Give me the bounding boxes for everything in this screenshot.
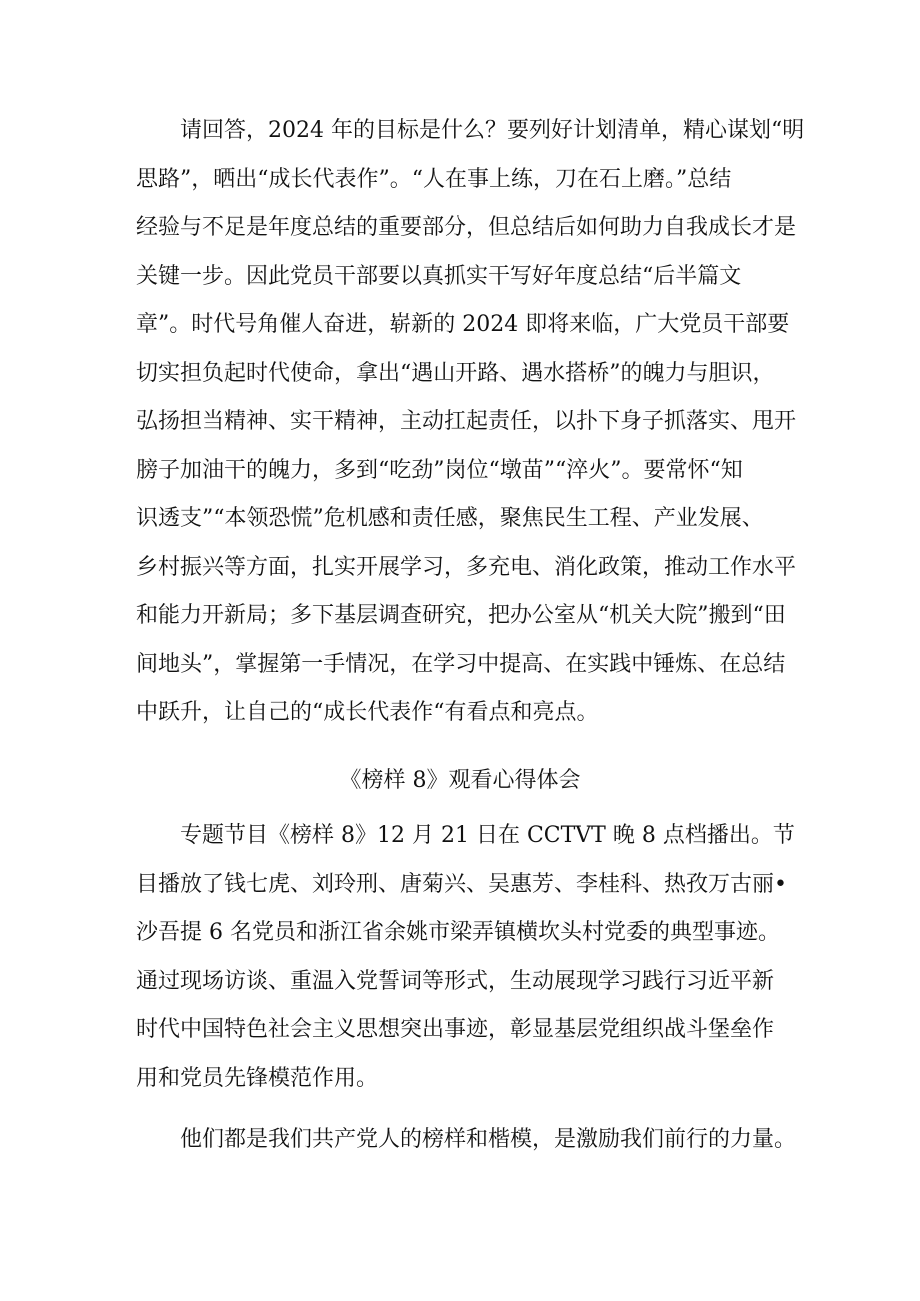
text-line: 弘扬担当精神、实干精神，主动扛起责任，以扑下身子抓落实、甩开 <box>136 409 797 434</box>
text-line: 间地头”，掌握第一手情况，在学习中提高、在实践中锤炼、在总结 <box>136 651 786 677</box>
text-line: 乡村振兴等方面，扎实开展学习，多充电、消化政策，推动工作水平 <box>136 554 797 580</box>
text-line: 识透支”“本领恐慌”危机感和责任感，聚焦民生工程、产业发展、 <box>136 506 764 531</box>
text-line: 他们都是我们共产党人的榜样和楷模，是激励我们前行的力量。 <box>136 1127 797 1152</box>
text-line: 用和党员先锋模范作用。 <box>136 1065 379 1091</box>
text-line: 关键一步。因此党员干部要以真抓实干写好年度总结“后半篇文 <box>136 263 742 289</box>
text-line: 时代中国特色社会主义思想突出事迹，彰显基层党组织战斗堡垒作 <box>136 1017 775 1042</box>
text-line: 切实担负起时代使命，拿出“遇山开路、遇水搭桥”的魄力与胆识， <box>136 360 775 386</box>
text-line: 经验与不足是年度总结的重要部分，但总结后如何助力自我成长才是 <box>136 215 797 240</box>
text-line: 思路”，晒出“成长代表作”。“人在事上练，刀在石上磨。”总结 <box>136 166 732 192</box>
text-line: 请回答，2024 年的目标是什么？要列好计划清单，精心谋划“明 <box>136 118 805 143</box>
text-line: 章”。时代号角催人奋进，崭新的 2024 即将来临，广大党员干部要 <box>136 312 790 337</box>
text-line: 目播放了钱七虎、刘玲刑、唐菊兴、吴惠芳、李桂科、热孜万古丽• <box>136 871 787 897</box>
paragraph-program-intro <box>136 812 795 1103</box>
text-line: 中跃升，让自己的“成长代表作“有看点和亮点。 <box>136 700 599 725</box>
section-title: 《榜样 8》观看心得体会 <box>339 768 581 793</box>
text-line: 通过现场访谈、重温入党誓词等形式，生动展现学习践行习近平新 <box>136 968 775 994</box>
text-line: 沙吾提 6 名党员和浙江省余姚市梁弄镇横坎头村党委的典型事迹。 <box>136 920 780 945</box>
text-line: 和能力开新局；多下基层调查研究，把办公室从“机关大院”搬到“田 <box>136 603 786 628</box>
paragraph-goals-2024 <box>136 107 804 738</box>
text-line: 膀子加油干的魄力，多到“吃劲”岗位“墩苗”“淬火”。要常怀“知 <box>136 457 743 483</box>
text-line: 专题节目《榜样 8》12 月 21 日在 CCTVT 晚 8 点档播出。节 <box>136 823 795 848</box>
paragraph-role-models <box>136 1116 796 1165</box>
